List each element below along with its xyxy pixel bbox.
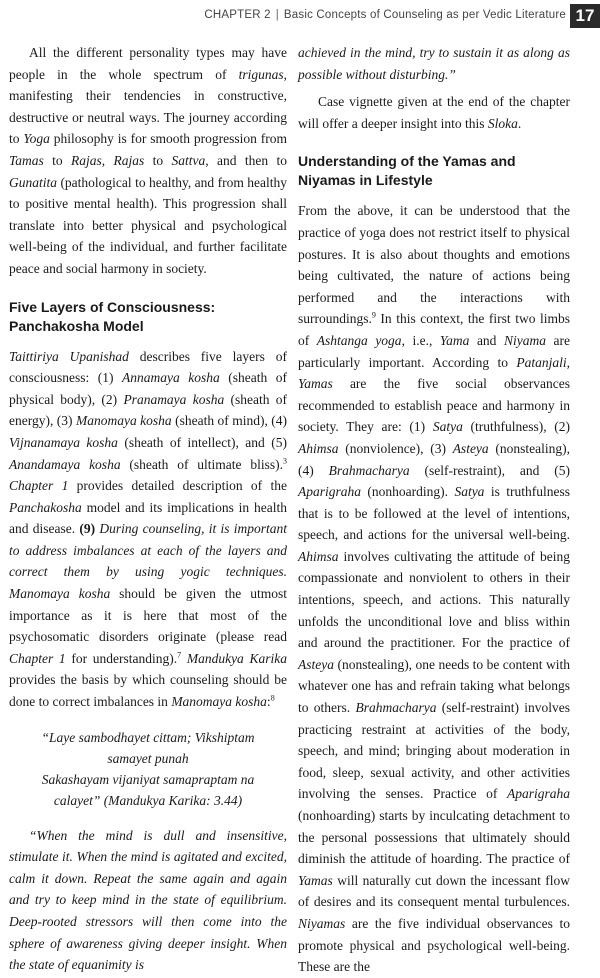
verse-line: calayet” (Mandukya Karika: 3.44) bbox=[53, 792, 243, 808]
left-column bbox=[9, 42, 287, 976]
verse-line: Sakashayam vijaniyat samapraptam na bbox=[41, 771, 255, 787]
page-number: 17 bbox=[570, 4, 600, 28]
sanskrit-verse bbox=[19, 727, 277, 811]
right-column bbox=[298, 42, 570, 978]
paragraph-translation-continued: achieved in the mind, try to sustain it as along as possible without disturbing.” bbox=[298, 45, 570, 82]
header-text bbox=[204, 9, 566, 21]
paragraph-trigunas: All the different personality types may have people in the whole spectrum of trigunas, manifesting their tendencies in constructive, destructive or neutral ways. The journey according to Yoga philosophy is for smooth progression from Tamas to Rajas, Rajas to Sattva, and then to Gunatita (pathological to healthy, and from healthy to positive mental health). This progression shall translate into better physical and psychological well-being of the individual, and further facilitate peace and social harmony in society. bbox=[9, 45, 287, 276]
paragraph-verse-translation: “When the mind is dull and insensitive, stimulate it. When the mind is agitated and excited, calm it down. Repeat the same again and again and try to keep mind in the state of equilibrium. Deep-rooted stressors will then come into the sphere of awareness giving deeper insight. When the state of equanimity is bbox=[9, 827, 287, 973]
verse-line: samayet punah bbox=[107, 750, 189, 766]
paragraph-panchakosha: Taittiriya Upanishad describes five layers of consciousness: (1) Annamaya kosha (sheath of physical body), (2) Pranamaya kosha (sheath of energy), (3) Manomaya kosha (sheath of mind), (4) Vijnanamaya kosha (sheath of intellect), and (5) Anandamaya kosha (sheath of ultimate bliss).$^3$ Chapter 1 provides detailed description of the Panchakosha model and its implications in health and disease. (9) During counseling, it is important to address imbalances at each of the layers and correct them by using yogic techniques. Manomaya kosha should be given the utmost importance as it is here that most of the psychosomatic disorders originate (please read Chapter 1 for understanding).$^7$ Mandukya Karika provides the basis by which counseling should be done to correct imbalances in Manomaya kosha:$^8$ bbox=[9, 348, 288, 710]
header-separator: | bbox=[275, 9, 279, 21]
chapter-label: CHAPTER 2 bbox=[204, 9, 271, 21]
section-heading-yamas-niyamas: Understanding of the Yamas and Niyamas in Lifestyle bbox=[298, 153, 516, 189]
paragraph-case-vignette: Case vignette given at the end of the chapter will offer a deeper insight into this Sloka. bbox=[298, 94, 570, 131]
running-header bbox=[0, 0, 600, 34]
verse-line: “Laye sambodhayet cittam; Vikshiptam bbox=[41, 729, 255, 745]
paragraph-yamas-niyamas: From the above, it can be understood that the practice of yoga does not restrict itself to physical postures. It is also about thoughts and emotions being cultivated, the nature of actions being performed and the interactions with surroundings.$^9$ In this context, the first two limbs of Ashtanga yoga, i.e., Yama and Niyama are particularly important. According to Patanjali, Yamas are the five social observances recommended to establish peace and harmony in society. They are: (1) Satya (truthfulness), (2) Ahimsa (nonviolence), (3) Asteya (nonstealing), (4) Brahmacharya (self-restraint), and (5) Aparigraha (nonhoarding). Satya is truthfulness that is to be followed at the level of intentions, speech, and actions for the universal well-being. Ahimsa involves cultivating the attitude of being compassionate and nonviolent to others in their intentions, speech, and actions. This naturally unfolds the unconditional love and bliss within and around the practitioner. For the practice of Asteya (nonstealing), one needs to be content with whatever one has and refrain taking what belongs to others. Brahmacharya (self-restraint) involves practicing restraint at activities of the body, speech, and mind; bringing about moderation in food, sleep, sexual activity, and other activities involving the senses. Practice of Aparigraha (nonhoarding) starts by inculcating detachment to the personal possessions that ultimately should diminish the attitude of hoarding. The practice of Yamas will naturally cut down the incessant flow of desires and its consequent mental turbulences. Niyamas are the five individual observances to promote physical and psychological well-being. These are the bbox=[298, 203, 570, 975]
section-heading-panchakosha: Five Layers of Consciousness: Panchakosha Model bbox=[9, 298, 216, 334]
chapter-title: Basic Concepts of Counseling as per Vedic Literature bbox=[283, 9, 566, 21]
